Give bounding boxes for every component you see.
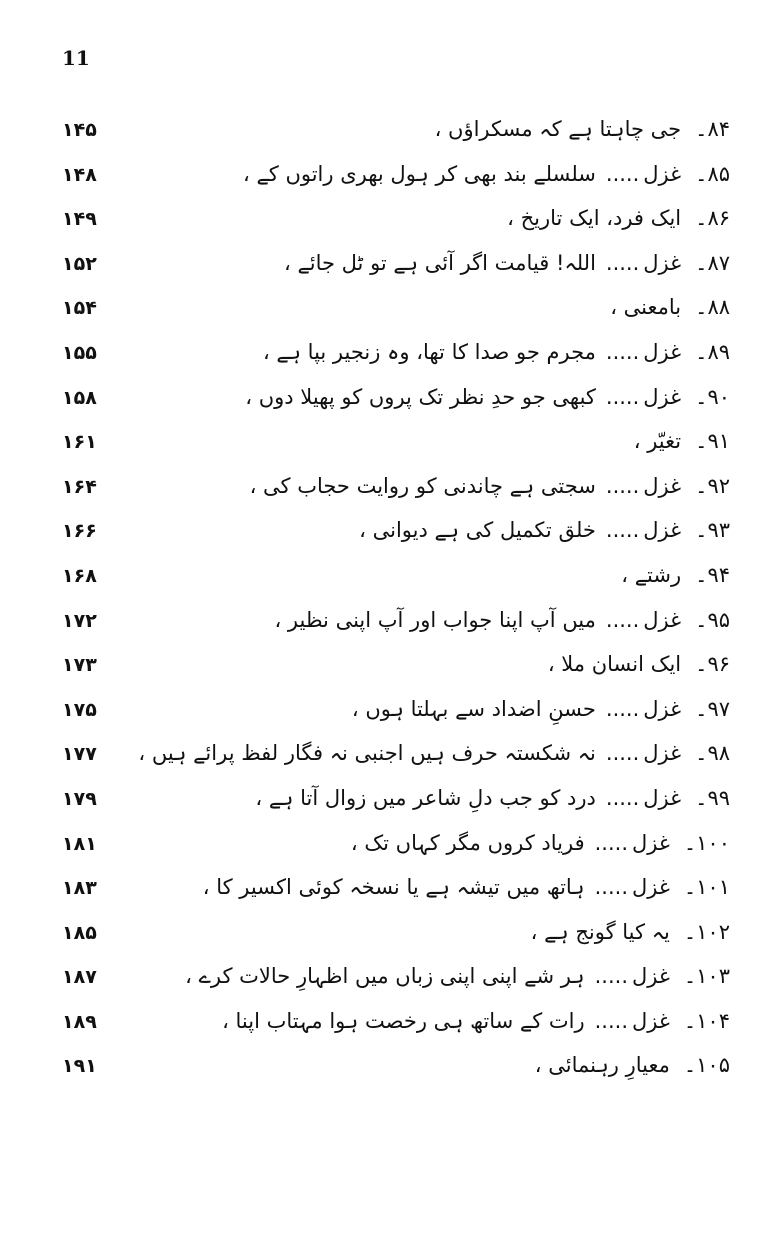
toc-entry	[634, 424, 730, 458]
entry-title: کبھی جو حدِ نظر تک پروں کو پھیلا دوں ،	[245, 384, 596, 409]
toc-entry	[203, 870, 730, 904]
toc-entry	[531, 915, 730, 949]
entry-leader-dots: .....	[605, 696, 640, 721]
entry-page-number: ۱۴۵	[62, 119, 97, 141]
entry-title: ہاتھ میں تیشہ ہے یا نسخہ کوئی اکسیر کا ،	[202, 875, 585, 900]
entry-number: ۹۱۔	[695, 429, 730, 454]
entry-title: رات کے ساتھ ہی رخصت ہوا مہتاب اپنا ،	[222, 1008, 585, 1033]
entry-page-number: ۱۸۹	[62, 1010, 97, 1033]
entry-page-number: ۱۸۱	[62, 832, 97, 855]
entry-page-number: ۱۶۸	[62, 564, 97, 587]
entry-number: ۱۰۲۔	[683, 919, 730, 944]
entry-title: ایک انسان ملا ،	[547, 652, 682, 677]
toc-entry	[185, 959, 730, 993]
toc-row	[0, 645, 768, 690]
toc-entry	[435, 112, 730, 146]
entry-leader-dots: .....	[605, 250, 640, 275]
entry-number: ۹۴۔	[695, 562, 730, 587]
table-of-contents	[0, 110, 768, 1091]
toc-entry	[548, 647, 730, 681]
entry-page-number: ۱۵۸	[62, 386, 97, 409]
entry-number: ۸۶۔	[695, 206, 730, 231]
entry-page-number: ۱۸۵	[62, 921, 97, 944]
entry-title: تغیّر ،	[633, 429, 682, 454]
entry-leader-dots: .....	[605, 161, 640, 186]
toc-row	[0, 556, 768, 601]
entry-page-number: ۱۷۷	[62, 743, 97, 766]
entry-number: ۸۹۔	[695, 339, 730, 364]
entry-page-number: ۱۴۸	[62, 163, 97, 186]
entry-number: ۱۰۱۔	[683, 875, 730, 900]
entry-leader-dots: .....	[605, 339, 640, 364]
toc-entry	[507, 201, 730, 235]
toc-entry	[351, 826, 730, 860]
toc-row	[0, 957, 768, 1002]
entry-title: فریاد کروں مگر کہاں تک ،	[350, 830, 585, 855]
toc-row	[0, 378, 768, 423]
toc-row	[0, 467, 768, 512]
entry-number: ۱۰۳۔	[683, 964, 730, 989]
entry-kind: غزل	[632, 964, 670, 989]
entry-number: ۹۷۔	[695, 696, 730, 721]
entry-page-number: ۱۷۲	[62, 609, 97, 632]
entry-title: ہر شے اپنی اپنی زباں میں اظہارِ حالات کرے ،	[185, 964, 585, 989]
toc-entry	[138, 736, 730, 770]
entry-kind: غزل	[632, 875, 670, 900]
entry-page-number: ۱۴۹	[62, 208, 97, 231]
entry-page-number: ۱۸۳	[62, 877, 97, 900]
entry-kind: غزل	[643, 518, 682, 543]
entry-kind: غزل	[643, 785, 682, 810]
toc-entry	[621, 558, 730, 592]
toc-row	[0, 601, 768, 646]
toc-entry	[222, 1004, 730, 1038]
toc-row	[0, 779, 768, 824]
entry-page-number: ۱۵۲	[62, 252, 97, 275]
entry-leader-dots: .....	[605, 473, 640, 498]
entry-leader-dots: .....	[605, 741, 640, 766]
entry-leader-dots: .....	[605, 785, 640, 810]
toc-entry	[284, 246, 730, 280]
entry-number: ۹۵۔	[695, 607, 730, 632]
entry-kind: غزل	[643, 607, 682, 632]
toc-entry	[263, 335, 730, 369]
entry-number: ۹۰۔	[695, 384, 730, 409]
entry-number: ۱۰۴۔	[683, 1008, 730, 1033]
entry-kind: غزل	[643, 250, 682, 275]
page-number: 11	[62, 46, 90, 70]
entry-title: اللہ! قیامت اگر آئی ہے تو ٹل جائے ،	[283, 250, 596, 275]
entry-kind: غزل	[643, 339, 682, 364]
toc-row	[0, 288, 768, 333]
toc-entry	[250, 469, 730, 503]
entry-title: یہ کیا گونج ہے ،	[530, 919, 670, 944]
entry-number: ۸۸۔	[695, 295, 730, 320]
entry-leader-dots: .....	[594, 1008, 629, 1033]
entry-title: معیارِ رہنمائی ،	[534, 1053, 670, 1078]
toc-row	[0, 422, 768, 467]
entry-page-number: ۱۹۱	[62, 1055, 97, 1078]
entry-title: خلق تکمیل کی ہے دیوانی ،	[359, 518, 596, 543]
toc-row	[0, 913, 768, 958]
toc-entry	[610, 290, 730, 324]
entry-page-number: ۱۷۵	[62, 698, 97, 721]
entry-title: مجرم جو صدا کا تھا، وہ زنجیر بپا ہے ،	[262, 339, 596, 364]
entry-title: نہ شکستہ حرف ہیں اجنبی نہ فگار لفظ پرائے ہیں ،	[138, 741, 596, 766]
entry-page-number: ۱۷۹	[62, 787, 97, 810]
entry-leader-dots: .....	[594, 964, 629, 989]
entry-title: بامعنی ،	[610, 295, 682, 320]
entry-page-number: ۱۶۴	[62, 475, 97, 498]
toc-entry	[359, 513, 730, 547]
toc-entry	[245, 380, 730, 414]
toc-row	[0, 333, 768, 378]
entry-title: سلسلے بند بھی کر ہول بھری راتوں کے ،	[243, 161, 596, 186]
entry-leader-dots: .....	[594, 875, 629, 900]
entry-title: حسنِ اضداد سے بہلتا ہوں ،	[351, 696, 596, 721]
entry-number: ۹۶۔	[695, 652, 730, 677]
entry-leader-dots: .....	[594, 830, 629, 855]
entry-title: درد کو جب دلِ شاعر میں زوال آتا ہے ،	[255, 785, 596, 810]
toc-row	[0, 824, 768, 869]
entry-title: سجتی ہے چاندنی کو روایت حجاب کی ،	[249, 473, 596, 498]
entry-number: ۹۲۔	[695, 473, 730, 498]
toc-row	[0, 511, 768, 556]
toc-row	[0, 1002, 768, 1047]
toc-row	[0, 690, 768, 735]
toc-row	[0, 734, 768, 779]
toc-entry	[274, 603, 730, 637]
entry-leader-dots: .....	[605, 518, 640, 543]
entry-kind: غزل	[643, 161, 682, 186]
entry-page-number: ۱۸۷	[62, 966, 97, 989]
entry-title: ایک فرد، ایک تاریخ ،	[507, 206, 682, 231]
entry-number: ۱۰۵۔	[683, 1053, 730, 1078]
entry-page-number: ۱۷۳	[62, 654, 97, 677]
entry-page-number: ۱۵۴	[62, 297, 97, 320]
entry-page-number: ۱۶۶	[62, 520, 97, 543]
toc-row	[0, 199, 768, 244]
entry-page-number: ۱۶۱	[62, 431, 97, 454]
toc-row	[0, 868, 768, 913]
entry-kind: غزل	[632, 830, 670, 855]
entry-number: ۱۰۰۔	[683, 830, 730, 855]
entry-number: ۸۵۔	[695, 161, 730, 186]
entry-kind: غزل	[632, 1008, 670, 1033]
entry-number: ۹۸۔	[695, 741, 730, 766]
toc-row	[0, 1046, 768, 1091]
entry-title: رشتے ،	[621, 562, 682, 587]
entry-page-number: ۱۵۵	[62, 341, 97, 364]
toc-row	[0, 244, 768, 289]
entry-kind: غزل	[643, 384, 682, 409]
entry-leader-dots: .....	[605, 384, 640, 409]
entry-kind: غزل	[643, 473, 682, 498]
entry-leader-dots: .....	[605, 607, 640, 632]
entry-number: ۹۳۔	[695, 518, 730, 543]
entry-number: ۸۴۔	[695, 117, 730, 141]
toc-entry	[243, 157, 730, 191]
toc-entry	[255, 781, 730, 815]
entry-kind: غزل	[643, 741, 682, 766]
toc-row	[0, 155, 768, 200]
entry-number: ۹۹۔	[695, 785, 730, 810]
toc-entry	[535, 1048, 730, 1082]
entry-kind: غزل	[643, 696, 682, 721]
toc-row	[0, 110, 768, 155]
entry-title: میں آپ اپنا جواب اور آپ اپنی نظیر ،	[274, 607, 596, 632]
toc-entry	[352, 692, 730, 726]
entry-title: جی چاہتا ہے کہ مسکراؤں ،	[434, 117, 682, 141]
entry-number: ۸۷۔	[695, 250, 730, 275]
